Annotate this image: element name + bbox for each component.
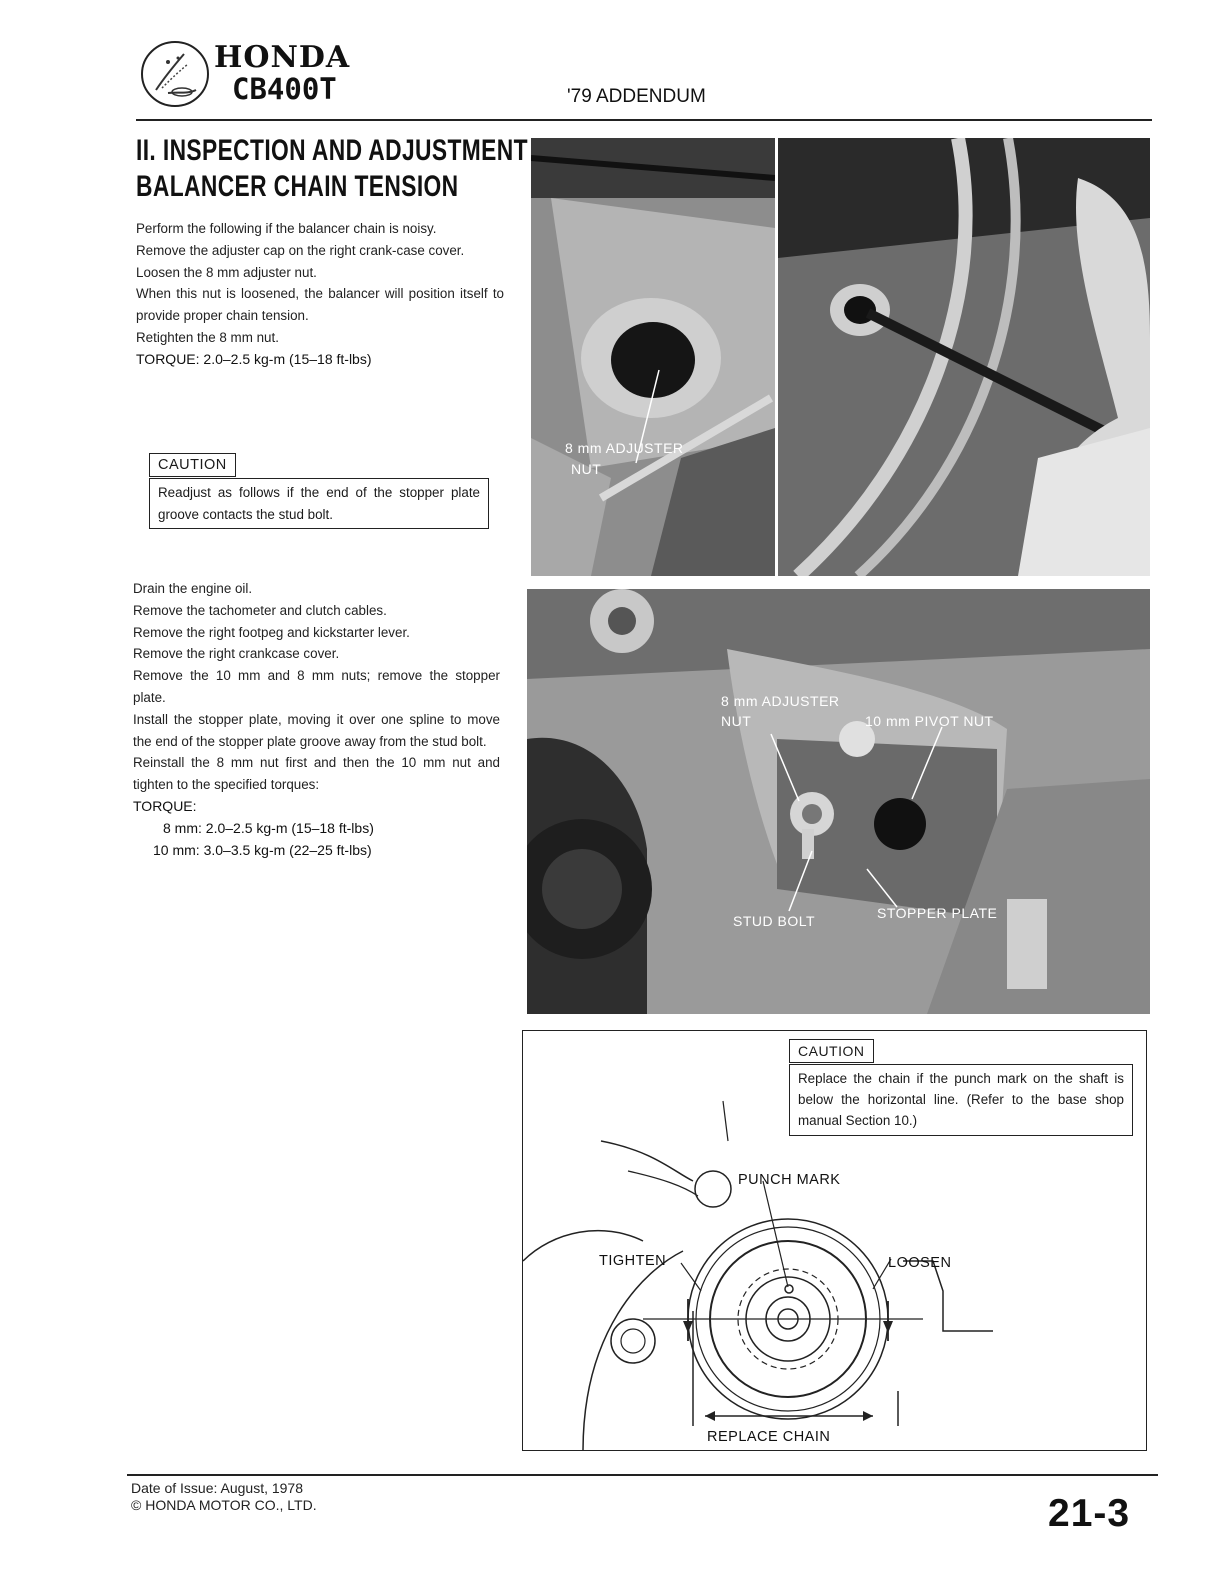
punch-mark-label: PUNCH MARK — [738, 1172, 841, 1188]
header-rule — [136, 119, 1152, 121]
torque-10mm: 10 mm: 3.0–3.5 kg-m (22–25 ft-lbs) — [153, 841, 372, 858]
photo-adjusting-tool — [778, 138, 1150, 576]
replace-chain-label: REPLACE CHAIN — [707, 1429, 831, 1445]
photo1-label-line2: NUT — [571, 461, 602, 477]
torque-label: TORQUE: — [133, 797, 197, 814]
loosen-label: LOOSEN — [888, 1255, 952, 1271]
caution-tag-1: CAUTION — [149, 453, 236, 477]
photo-stopper-plate — [527, 589, 1150, 1014]
photo2-stud-label: STUD BOLT — [733, 913, 816, 929]
step-6: Install the stopper plate, moving it over one spline to move the end of the stopper plate groove away from the stud bolt. — [133, 711, 500, 749]
intro-p5: Retighten the 8 mm nut. — [136, 329, 279, 345]
step-4: Remove the right crankcase cover. — [133, 646, 340, 662]
honda-wing-logo — [138, 38, 212, 110]
step-2: Remove the tachometer and clutch cables. — [133, 602, 387, 618]
footer-info — [131, 1480, 317, 1514]
procedure-steps — [133, 578, 500, 861]
section-label: '79 ADDENDUM — [567, 86, 706, 107]
photo2-adjuster-line2: NUT — [721, 713, 752, 729]
page-title — [136, 133, 528, 205]
issue-date: Date of Issue: August, 1978 — [131, 1480, 304, 1496]
brand-name: HONDA — [214, 40, 351, 75]
torque-8mm: 8 mm: 2.0–2.5 kg-m (15–18 ft-lbs) — [163, 819, 374, 836]
footer-rule — [127, 1474, 1158, 1476]
intro-p4: When this nut is loosened, the balancer will position itself to provide proper chain tension. — [136, 286, 504, 324]
photo2-adjuster-line1: 8 mm ADJUSTER — [721, 693, 840, 709]
step-7: Reinstall the 8 mm nut first and then the 10 mm nut and tighten to the specified torques: — [133, 755, 500, 793]
photo2-pivot-label: 10 mm PIVOT NUT — [865, 713, 994, 729]
step-5: Remove the 10 mm and 8 mm nuts; remove the stopper plate. — [133, 668, 500, 705]
caution-tag-2: CAUTION — [789, 1039, 874, 1063]
intro-p3: Loosen the 8 mm adjuster nut. — [136, 264, 317, 280]
copyright: © HONDA MOTOR CO., LTD. — [131, 1497, 317, 1513]
page-number: 21-3 — [1048, 1492, 1131, 1535]
intro-text — [136, 218, 504, 371]
step-3: Remove the right footpeg and kickstarter lever. — [133, 624, 410, 640]
title-line-2: BALANCER CHAIN TENSION — [136, 170, 459, 203]
step-1: Drain the engine oil. — [133, 581, 253, 596]
caution-box-2: Replace the chain if the punch mark on the shaft is below the horizontal line. (Refer to the base shop manual Section 10.) — [789, 1064, 1133, 1136]
intro-torque: TORQUE: 2.0–2.5 kg-m (15–18 ft-lbs) — [136, 350, 372, 367]
title-line-1: II. INSPECTION AND ADJUSTMENT — [136, 134, 528, 167]
punch-mark-diagram — [522, 1030, 1147, 1451]
photo1-label-line1: 8 mm ADJUSTER — [565, 440, 684, 456]
photo-adjuster-cap — [531, 138, 775, 576]
intro-p1: Perform the following if the balancer chain is noisy. — [136, 221, 437, 236]
model-name: CB400T — [232, 72, 337, 106]
caution-box-1: Readjust as follows if the end of the stopper plate groove contacts the stud bolt. — [149, 478, 489, 529]
tighten-label: TIGHTEN — [599, 1253, 667, 1269]
photo2-stopper-label: STOPPER PLATE — [877, 905, 998, 921]
sprocket-diagram — [523, 1031, 1146, 1450]
intro-p2: Remove the adjuster cap on the right crank-case cover. — [136, 242, 465, 258]
